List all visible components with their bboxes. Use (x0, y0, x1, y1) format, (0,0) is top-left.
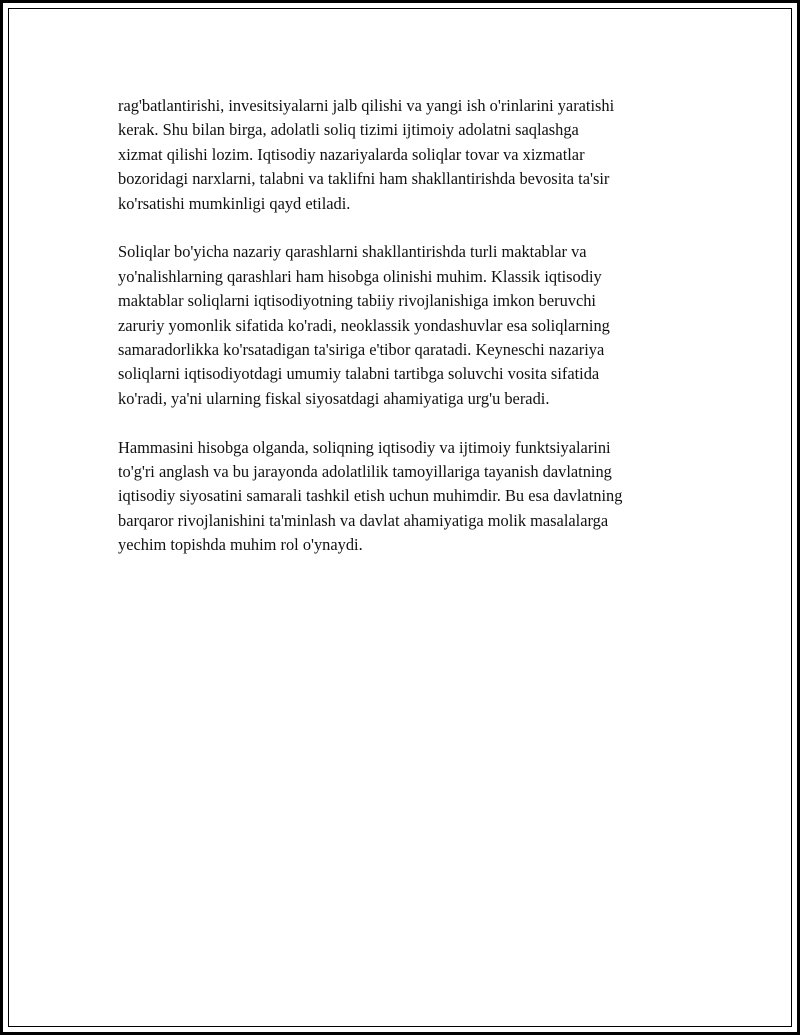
text-line: maktablar soliqlarni iqtisodiyotning tabiiy rivojlanishiga imkon beruvchi (118, 291, 596, 311)
paragraph-2 (118, 240, 698, 411)
text-line: barqaror rivojlanishini ta'minlash va davlat ahamiyatiga molik masalalarga (118, 510, 609, 530)
text-line: samaradorlikka ko'rsatadigan ta'siriga e'tibor qaratadi. Keyneschi nazariya (118, 340, 605, 360)
text-line: yechim topishda muhim rol o'ynaydi. (118, 535, 363, 555)
text-line: rag'batlantirishi, invesitsiyalarni jalb qilishi va yangi ish o'rinlarini yaratishi (118, 96, 615, 115)
text-line: soliqlarni iqtisodiyotdagi umumiy talabni tartibga soluvchi vosita sifatida (118, 364, 600, 384)
paragraph-3 (118, 436, 698, 558)
text-line: yo'nalishlarning qarashlari ham hisobga olinishi muhim. Klassik iqtisodiy (118, 266, 602, 286)
text-line: Hammasini hisobga olganda, soliqning iqtisodiy va ijtimoiy funktsiyalarini (118, 437, 611, 457)
text-line: Soliqlar bo'yicha nazariy qarashlarni shakllantirishda turli maktablar va (118, 242, 587, 262)
text-line: to'g'ri anglash va bu jarayonda adolatlilik tamoyillariga tayanish davlatning (118, 462, 612, 482)
text-line: bozoridagi narxlarni, talabni va taklifni ham shakllantirishda bevosita ta'sir (118, 169, 610, 189)
text-line: kerak. Shu bilan birga, adolatli soliq tizimi ijtimoiy adolatni saqlashga (118, 120, 579, 140)
text-line: ko'radi, ya'ni ularning fiskal siyosatdagi ahamiyatiga urg'u beradi. (118, 388, 550, 408)
text-line: xizmat qilishi lozim. Iqtisodiy nazariyalarda soliqlar tovar va xizmatlar (118, 144, 585, 164)
text-line: zaruriy yomonlik sifatida ko'radi, neoklassik yondashuvlar esa soliqlarning (118, 315, 610, 335)
text-line: ko'rsatishi mumkinligi qayd etiladi. (118, 193, 351, 213)
document-body (118, 94, 698, 582)
paragraph-1 (118, 94, 698, 216)
text-line: iqtisodiy siyosatini samarali tashkil etish uchun muhimdir. Bu esa davlatning (118, 486, 623, 506)
